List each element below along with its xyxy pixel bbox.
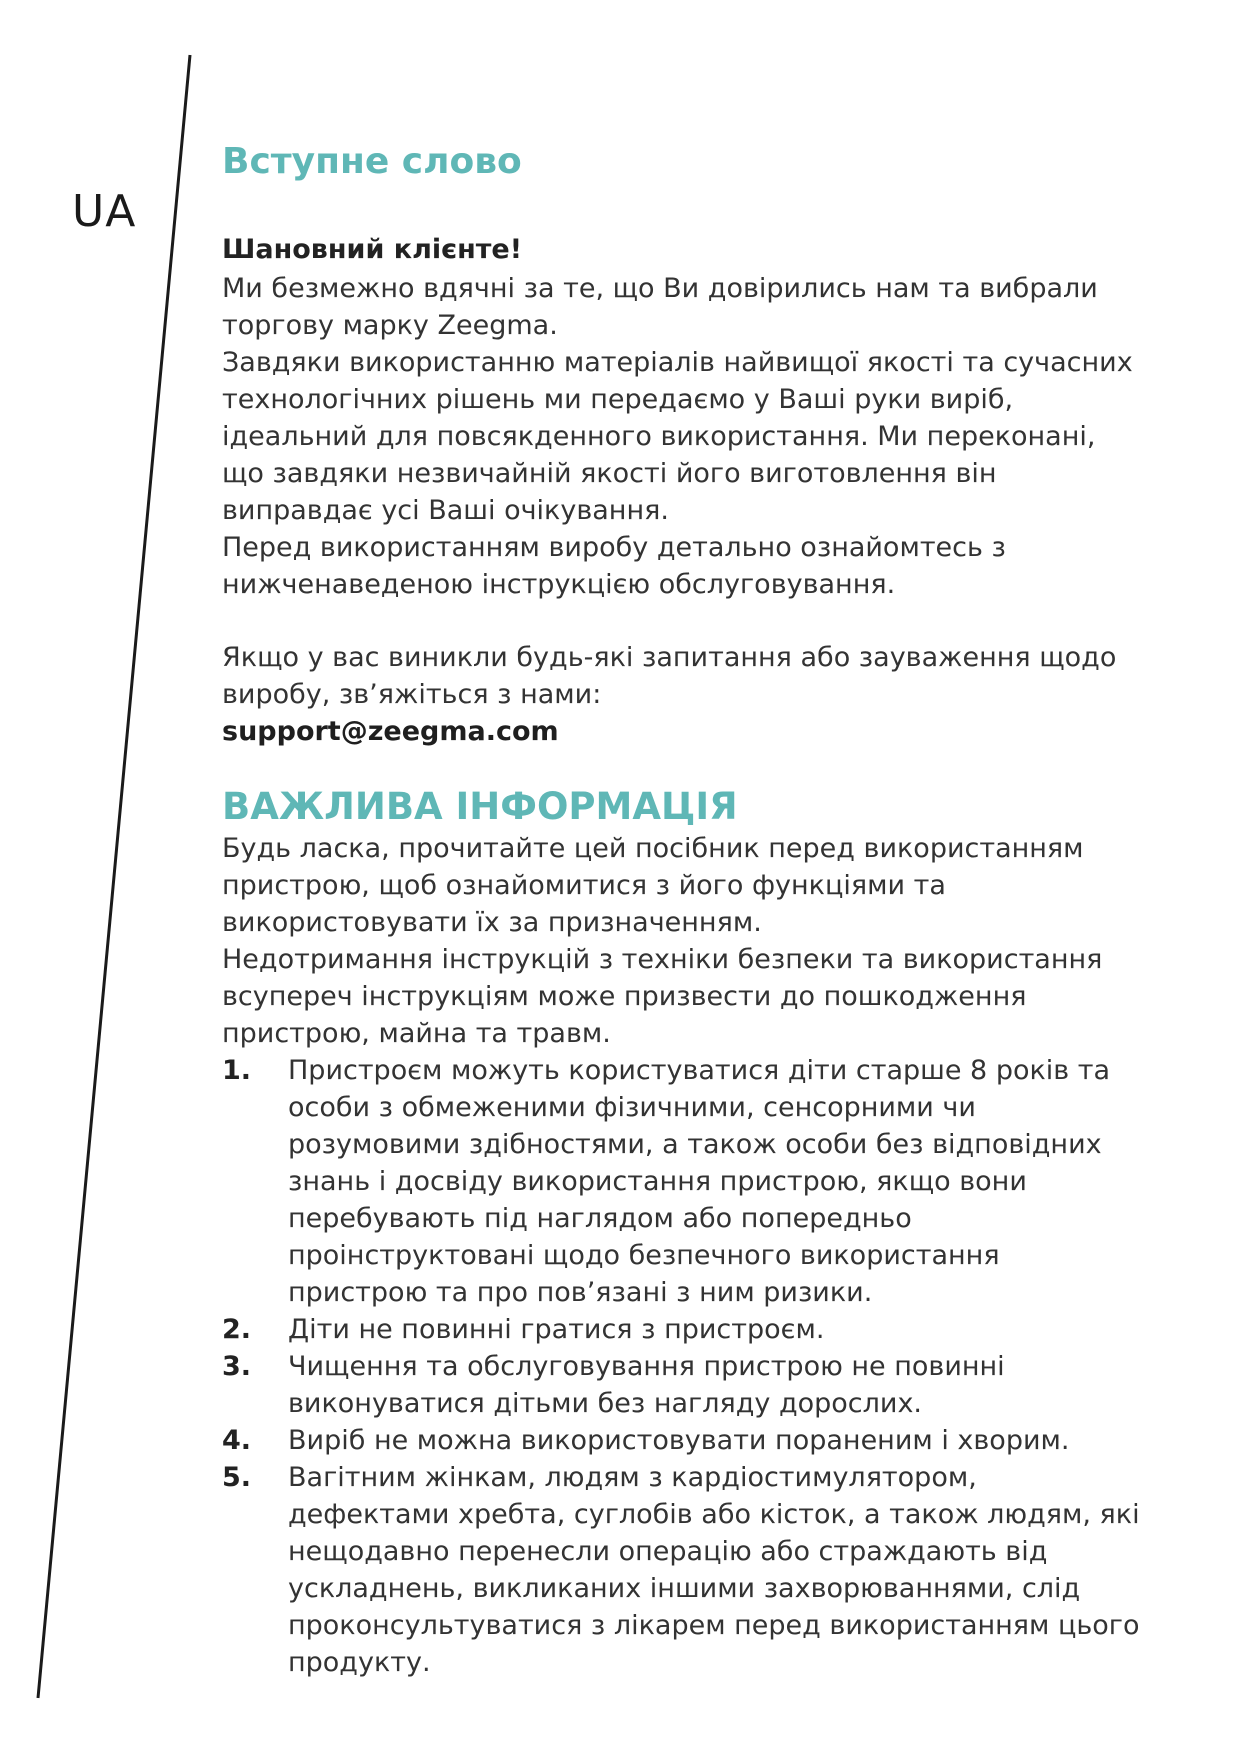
manual-page-content bbox=[222, 140, 1142, 1681]
list-text: Чищення та обслуговування пристрою не повинні виконуватися дітьми без нагляду дорослих. bbox=[288, 1351, 1005, 1419]
list-item bbox=[222, 1422, 1142, 1459]
diagonal-rule bbox=[38, 55, 190, 1698]
list-text: Пристроєм можуть користуватися діти старше 8 років та особи з обмеженими фізичними, сенсорними чи розумовими здібностями, а також особи без відповідних знань і досвіду використання пристрою, якщо вони перебувають під наглядом або попередньо проінструктовані щодо безпечного використання пристрою та про пов’язані з ним ризики. bbox=[288, 1055, 1111, 1308]
important-paragraph: Недотримання інструкцій з техніки безпеки та використання всупереч інструкціям може призвести до пошкодження пристрою, майна та травм. bbox=[222, 944, 1103, 1049]
list-number: 5. bbox=[222, 1462, 252, 1493]
intro-paragraph: Завдяки використанню матеріалів найвищої якості та сучасних технологічних рішень ми передаємо у Ваші руки виріб, ідеальний для повсякденного використання. Ми переконані, що завдяки незвичайній якості його виготовлення він виправдає усі Ваші очікування. bbox=[222, 347, 1133, 526]
list-number: 4. bbox=[222, 1425, 252, 1456]
greeting: Шановний клієнте! bbox=[222, 234, 523, 265]
list-number: 2. bbox=[222, 1314, 252, 1345]
list-item bbox=[222, 1052, 1142, 1311]
list-item bbox=[222, 1459, 1142, 1681]
language-label: UA bbox=[72, 186, 137, 237]
important-paragraph: Будь ласка, прочитайте цей посібник перед використанням пристрою, щоб ознайомитися з його функціями та використовувати їх за призначенням. bbox=[222, 833, 1084, 938]
list-item bbox=[222, 1311, 1142, 1348]
list-text: Діти не повинні гратися з пристроєм. bbox=[288, 1314, 825, 1345]
contact-text: Якщо у вас виникли будь-які запитання або зауваження щодо виробу, зв’яжіться з нами: bbox=[222, 642, 1117, 710]
intro-heading: Вступне слово bbox=[222, 141, 522, 182]
list-text: Виріб не можна використовувати пораненим і хворим. bbox=[288, 1425, 1070, 1456]
list-text: Вагітним жінкам, людям з кардіостимулятором, дефектами хребта, суглобів або кісток, а також людям, які нещодавно перенесли операцію або страждають від ускладнень, викликаних іншими захворюваннями, слід проконсультуватися з лікарем перед використанням цього продукту. bbox=[288, 1462, 1140, 1678]
list-item bbox=[222, 1348, 1142, 1422]
support-email-link[interactable]: support@zeegma.com bbox=[222, 716, 559, 747]
intro-paragraph: Ми безмежно вдячні за те, що Ви довірились нам та вибрали торгову марку Zeegma. bbox=[222, 273, 1098, 341]
list-number: 3. bbox=[222, 1351, 252, 1382]
important-heading: ВАЖЛИВА ІНФОРМАЦІЯ bbox=[222, 785, 738, 828]
intro-paragraph: Перед використанням виробу детально ознайомтесь з нижченаведеною інструкцією обслуговування. bbox=[222, 532, 1006, 600]
safety-list bbox=[222, 1052, 1142, 1681]
list-number: 1. bbox=[222, 1055, 252, 1086]
